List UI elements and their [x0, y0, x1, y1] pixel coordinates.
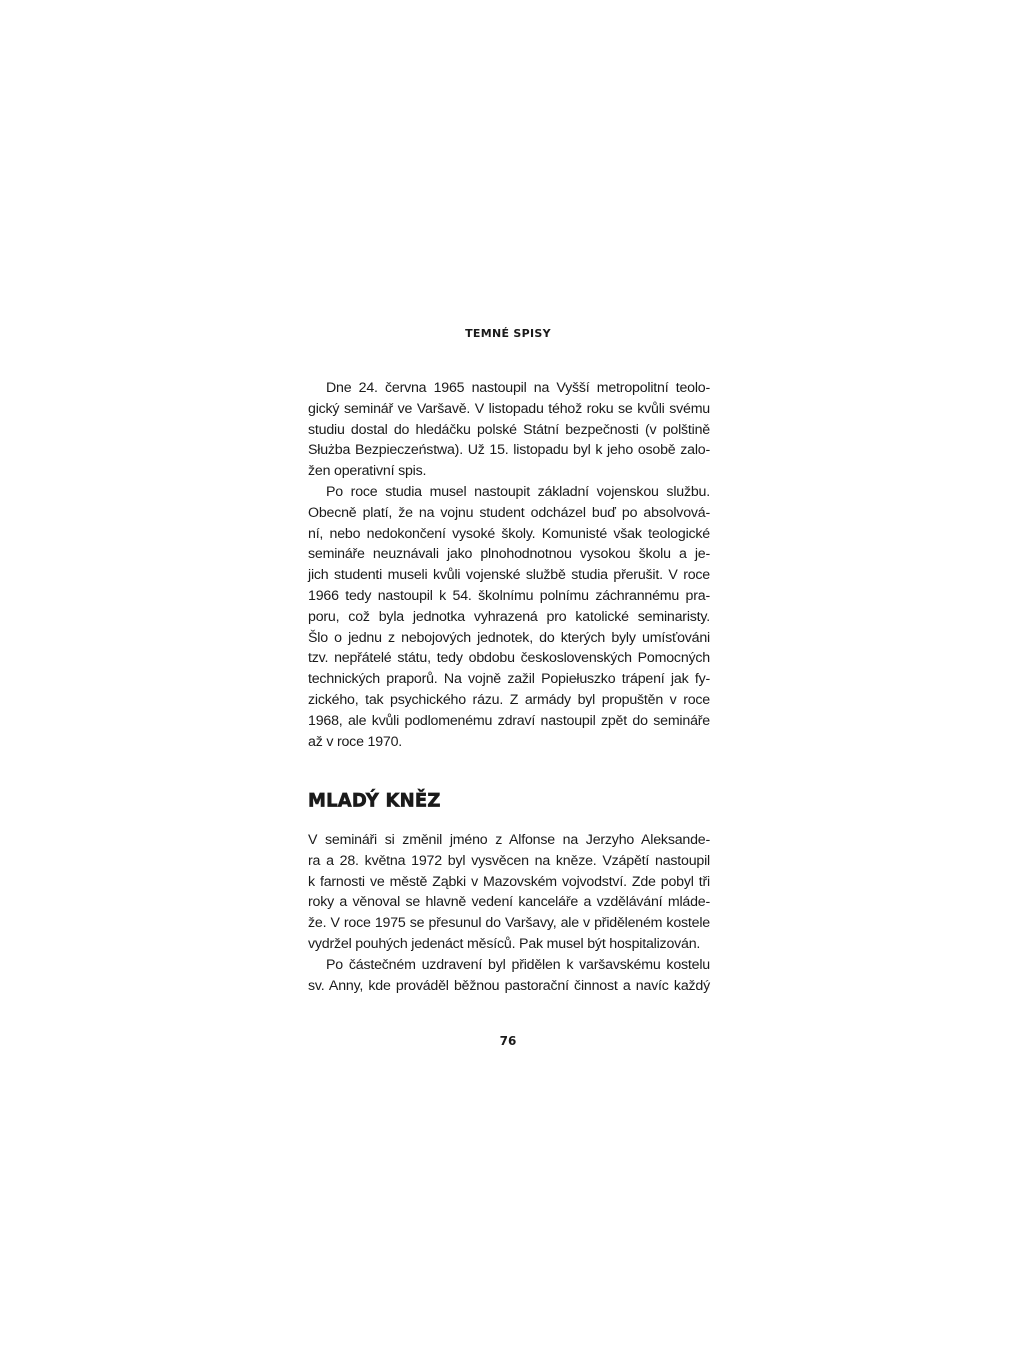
body-text-block-2 — [308, 830, 710, 996]
text-line: žen operativní spis. — [308, 463, 427, 480]
text-line: Po roce studia musel nastoupit základní vojenskou službu. — [326, 483, 710, 500]
text-line: ní, nebo nedokončení vysoké školy. Komunisté však teologické — [308, 525, 710, 542]
text-line: technických praporů. Na vojně zažil Popiełuszko trápení jak fy- — [308, 671, 710, 688]
text-line: Dne 24. června 1965 nastoupil na Vyšší metropolitní teolo- — [326, 380, 710, 396]
text-line: 1966 tedy nastoupil k 54. školnímu polnímu záchrannému pra- — [308, 587, 710, 604]
text-line: vydržel pouhých jedenáct měsíců. Pak musel být hospitalizován. — [308, 935, 701, 952]
text-line: Šlo o jednu z nebojových jednotek, do kterých byly umísťováni — [308, 629, 710, 646]
text-line: jich studenti museli kvůli vojenské službě studia přerušit. V roce — [308, 567, 710, 584]
body-text-block-1 — [308, 378, 710, 752]
text-line: až v roce 1970. — [308, 733, 403, 750]
page-number: 76 — [499, 1034, 517, 1048]
text-line: semináře neuznávali jako plnohodnotnou vysokou školu a je- — [308, 546, 710, 563]
text-line: poru, což byla jednotka vyhrazená pro katolické seminaristy. — [308, 608, 710, 625]
text-line: sv. Anny, kde prováděl běžnou pastorační činnost a navíc každý — [308, 977, 710, 994]
text-line: V semináři si změnil jméno z Alfonse na Jerzyho Aleksande- — [308, 832, 710, 848]
text-line: že. V roce 1975 se přesunul do Varšavy, ale v přiděleném kostele — [308, 915, 710, 932]
text-line: Służba Bezpieczeństwa). Už 15. listopadu byl k jeho osobě zalo- — [308, 442, 710, 459]
text-line: studiu dostal do hledáčku polské Státní bezpečnosti (v polštině — [308, 421, 710, 438]
text-line: Obecně platí, že na vojnu student odcházel buď po absolvová- — [308, 504, 710, 521]
section-heading: MLADÝ KNĚZ — [308, 789, 441, 812]
text-line: Po částečném uzdravení byl přidělen k varšavskému kostelu — [326, 956, 710, 973]
text-line: tzv. nepřátelé státu, tedy obdobu československých Pomocných — [308, 650, 710, 667]
text-line: gický seminář ve Varšavě. V listopadu téhož roku se kvůli svému — [308, 400, 710, 417]
text-line: ra a 28. května 1972 byl vysvěcen na kněze. Vzápětí nastoupil — [308, 852, 710, 869]
text-line: zického, tak psychického rázu. Z armády byl propuštěn v roce — [308, 691, 710, 708]
text-line: 1968, ale kvůli podlomenému zdraví nastoupil zpět do semináře — [308, 712, 710, 729]
running-header: TEMNÉ SPISY — [465, 327, 551, 340]
text-line: k farnosti ve městě Ząbki v Mazovském vojvodství. Zde pobyl tři — [308, 873, 710, 890]
text-line: roky a věnoval se hlavně vedení kanceláře a vzdělávání mláde- — [308, 894, 710, 911]
